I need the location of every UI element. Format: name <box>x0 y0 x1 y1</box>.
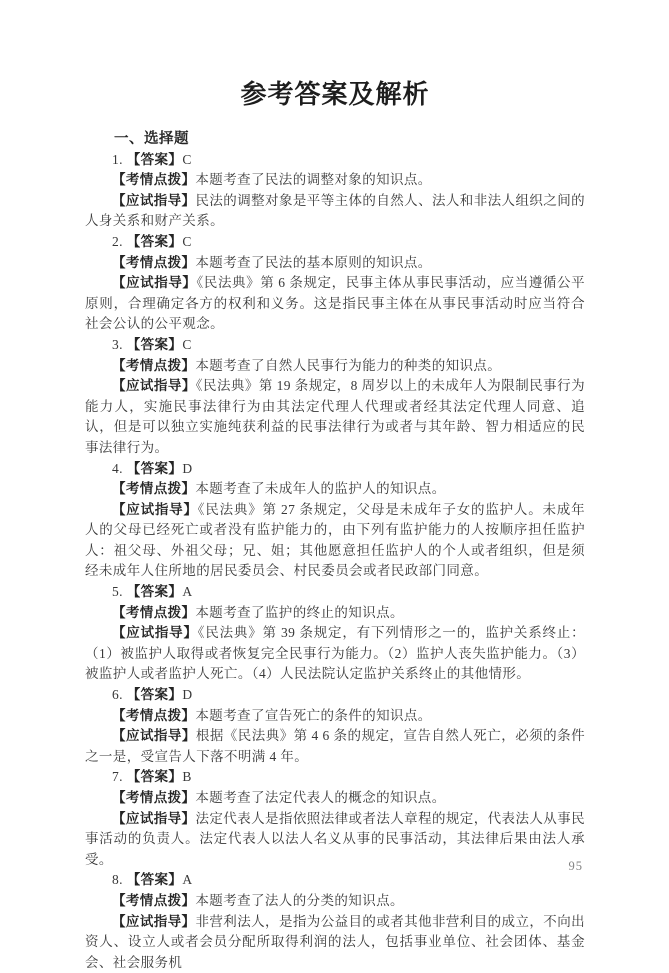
guidance-label: 【应试指导】 <box>112 728 196 744</box>
question-number: 7. <box>112 769 123 785</box>
answer-label: 【答案】 <box>126 584 183 600</box>
pointer-paragraph <box>85 706 585 727</box>
answer-label: 【答案】 <box>126 687 183 703</box>
guidance-paragraph <box>85 623 585 685</box>
qa-item <box>85 582 585 685</box>
qa-item <box>85 870 585 973</box>
pointer-text: 本题考查了监护的终止的知识点。 <box>195 604 404 620</box>
pointer-paragraph <box>85 356 585 377</box>
section-heading: 一、选择题 <box>114 131 189 147</box>
guidance-text: 《民法典》第 19 条规定，8 周岁以上的未成年人为限制民事行为能力人，实施民事法律行为由其法定代理人代理或者经其法定代理人同意、追认，但是可以独立实施纯获利益的民事法律行为或者与其年龄、智力相适应的民事法律行为。 <box>85 378 585 455</box>
guidance-text: 《民法典》第 27 条规定，父母是未成年子女的监护人。未成年人的父母已经死亡或者没有监护能力的，由下列有监护能力的人按顺序担任监护人：祖父母、外祖父母；兄、姐；其他愿意担任监护人的个人或者组织，但是须经未成年人住所地的居民委员会、村民委员会或者民政部门同意。 <box>85 501 585 579</box>
pointer-paragraph <box>85 788 585 809</box>
answer-label: 【答案】 <box>126 872 183 888</box>
answer-line <box>85 335 585 356</box>
guidance-text: 非营利法人，是指为公益目的或者其他非营利目的成立，不向出资人、设立人或者会员分配所取得利润的法人，包括事业单位、社会团体、基金会、社会服务机 <box>85 913 586 970</box>
answer-line <box>85 685 585 706</box>
guidance-label: 【应试指导】 <box>112 501 198 517</box>
answer-value: C <box>182 233 192 249</box>
qa-item <box>85 150 585 232</box>
guidance-text: 《民法典》第 6 条规定，民事主体从事民事活动，应当遵循公平原则，合理确定各方的权利和义务。这是指民事主体在从事民事活动时应当符合社会公认的公平观念。 <box>85 275 586 332</box>
answer-line <box>85 459 585 480</box>
page-number: 95 <box>568 859 583 873</box>
pointer-label: 【考情点拨】 <box>112 172 196 188</box>
pointer-text: 本题考查了法定代表人的概念的知识点。 <box>195 790 446 805</box>
guidance-text: 根据《民法典》第 4 6 条的规定，宣告自然人死亡，必须的条件之一是，受宣告人下落不明满 4 年。 <box>85 728 585 764</box>
answer-label: 【答案】 <box>126 460 183 476</box>
pointer-label: 【考情点拨】 <box>112 254 196 270</box>
answer-value: D <box>182 687 193 703</box>
guidance-label: 【应试指导】 <box>112 913 196 929</box>
guidance-text: 法定代表人是指依照法律或者法人章程的规定，代表法人从事民事活动的负责人。法定代表人以法人名义从事的民事活动，其法律后果由法人承受。 <box>85 810 586 867</box>
guidance-paragraph <box>85 500 585 582</box>
qa-item <box>85 767 585 870</box>
guidance-text: 民法的调整对象是平等主体的自然人、法人和非法人组织之间的人身关系和财产关系。 <box>85 192 586 229</box>
answer-value: A <box>182 584 193 600</box>
qa-item <box>85 232 585 335</box>
question-number: 2. <box>112 233 123 249</box>
answer-label: 【答案】 <box>126 769 183 785</box>
guidance-label: 【应试指导】 <box>112 192 196 208</box>
guidance-paragraph <box>85 809 585 871</box>
answer-value: B <box>182 769 192 785</box>
qa-item <box>85 685 585 767</box>
guidance-label: 【应试指导】 <box>112 275 197 291</box>
guidance-paragraph <box>85 912 585 973</box>
guidance-paragraph <box>85 726 585 767</box>
answer-line <box>85 582 585 603</box>
guidance-paragraph <box>85 273 585 335</box>
pointer-text: 本题考查了民法的调整对象的知识点。 <box>195 172 432 188</box>
guidance-label: 【应试指导】 <box>112 378 196 394</box>
question-number: 1. <box>112 151 123 167</box>
pointer-label: 【考情点拨】 <box>112 604 196 620</box>
question-number: 3. <box>112 336 123 352</box>
pointer-paragraph <box>85 891 585 912</box>
answer-value: C <box>182 151 192 167</box>
pointer-paragraph <box>85 603 585 624</box>
pointer-paragraph <box>85 253 585 274</box>
answer-line <box>85 232 585 253</box>
question-number: 6. <box>112 687 123 703</box>
answer-value: D <box>182 460 193 476</box>
guidance-paragraph <box>85 191 585 232</box>
pointer-text: 本题考查了法人的分类的知识点。 <box>195 892 404 908</box>
guidance-label: 【应试指导】 <box>112 810 196 826</box>
pointer-paragraph <box>85 170 585 191</box>
pointer-label: 【考情点拨】 <box>112 707 196 723</box>
page-title: 参考答案及解析 <box>240 79 430 109</box>
pointer-label: 【考情点拨】 <box>112 790 196 805</box>
pointer-paragraph <box>85 479 585 500</box>
pointer-text: 本题考查了宣告死亡的条件的知识点。 <box>195 707 432 723</box>
answer-value: C <box>182 336 192 352</box>
guidance-paragraph <box>85 376 585 458</box>
answer-label: 【答案】 <box>126 233 183 249</box>
pointer-label: 【考情点拨】 <box>112 892 196 908</box>
pointer-label: 【考情点拨】 <box>112 481 196 497</box>
pointer-label: 【考情点拨】 <box>112 357 196 373</box>
question-number: 5. <box>112 584 123 600</box>
qa-item <box>85 335 585 459</box>
answer-label: 【答案】 <box>126 336 183 352</box>
pointer-text: 本题考查了民法的基本原则的知识点。 <box>195 254 432 270</box>
question-number: 8. <box>112 872 123 888</box>
qa-item <box>85 459 585 583</box>
pointer-text: 本题考查了自然人民事行为能力的种类的知识点。 <box>195 357 502 373</box>
answer-value: A <box>182 872 193 888</box>
pointer-text: 本题考查了未成年人的监护人的知识点。 <box>195 481 446 497</box>
answer-line <box>85 870 585 891</box>
answer-line <box>85 767 585 788</box>
guidance-label: 【应试指导】 <box>112 625 198 641</box>
answer-label: 【答案】 <box>126 151 183 167</box>
guidance-text: 《民法典》第 39 条规定，有下列情形之一的，监护关系终止：（1）被监护人取得或者恢复完全民事行为能力。（2）监护人丧失监护能力。（3）被监护人或者监护人死亡。（4）人民法院认定监护关系终止的其他情形。 <box>85 625 585 682</box>
question-number: 4. <box>112 460 123 476</box>
answer-line <box>85 150 585 171</box>
